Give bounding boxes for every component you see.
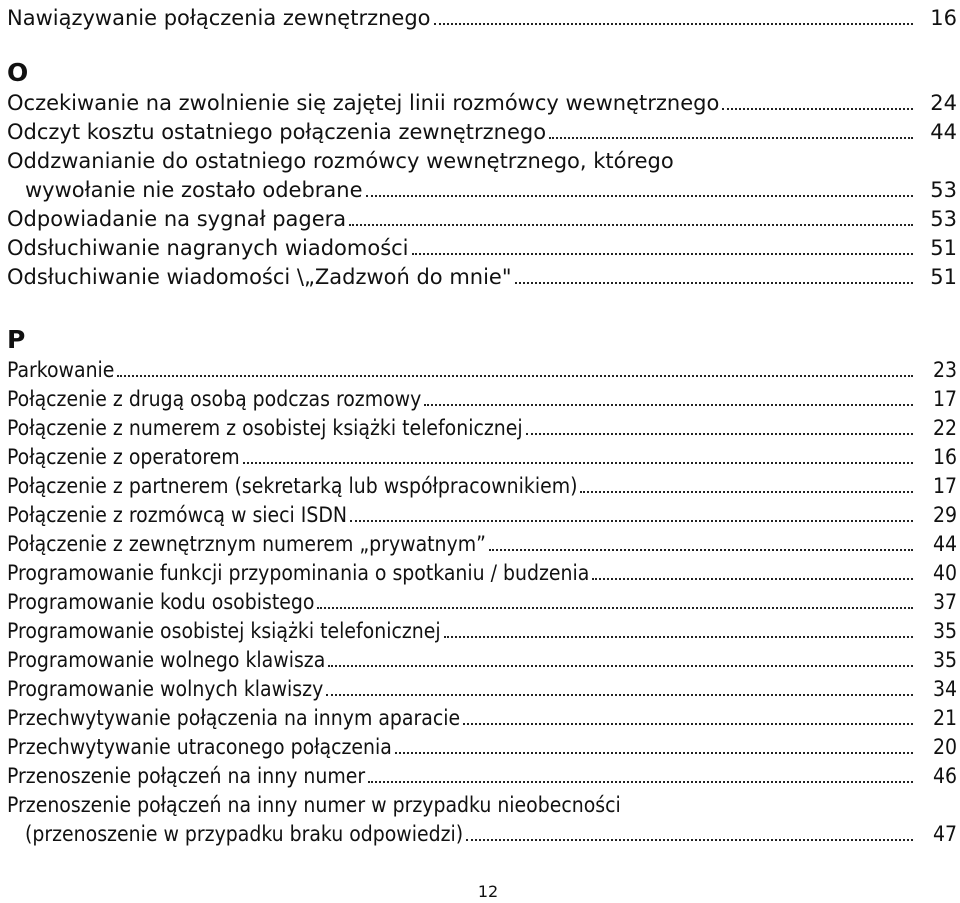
dot-leader bbox=[434, 23, 913, 25]
entry-text: Połączenie z drugą osobą podczas rozmowy bbox=[7, 387, 422, 411]
dot-leader bbox=[526, 433, 913, 435]
entry-text: Połączenie z numerem z osobistej książki telefonicznej bbox=[7, 416, 523, 440]
dot-leader bbox=[366, 195, 913, 197]
entry-text: Parkowanie bbox=[7, 358, 115, 382]
dot-leader bbox=[328, 665, 913, 667]
index-entry bbox=[7, 205, 957, 234]
entry-text: Odpowiadanie na sygnał pagera bbox=[7, 207, 347, 231]
entry-page-number: 53 bbox=[930, 207, 957, 231]
dot-leader bbox=[424, 404, 913, 406]
dot-leader bbox=[117, 375, 913, 377]
entry-text: Przechwytywanie utraconego połączenia bbox=[7, 735, 392, 759]
entry-page-number: 35 bbox=[932, 648, 957, 672]
index-entry bbox=[7, 617, 957, 646]
entry-page-number: 51 bbox=[930, 236, 957, 260]
dot-leader bbox=[350, 520, 913, 522]
entry-text: (przenoszenie w przypadku braku odpowiedzi) bbox=[25, 822, 464, 846]
index-entry bbox=[7, 820, 957, 849]
dot-leader bbox=[368, 781, 913, 783]
dot-leader bbox=[463, 723, 913, 725]
entry-text: Programowanie kodu osobistego bbox=[7, 590, 315, 614]
entry-text: Programowanie wolnych klawiszy bbox=[7, 677, 324, 701]
dot-leader bbox=[549, 137, 913, 139]
index-entry bbox=[7, 234, 957, 263]
section-p-entries bbox=[7, 356, 957, 849]
entry-page-number: 23 bbox=[932, 358, 957, 382]
entry-page-number: 44 bbox=[930, 120, 957, 144]
entry-text: Odsłuchiwanie wiadomości \„Zadzwoń do mnie" bbox=[7, 265, 512, 289]
entry-page-number: 17 bbox=[932, 474, 957, 498]
dot-leader bbox=[317, 607, 913, 609]
entry-text: Przenoszenie połączeń na inny numer bbox=[7, 764, 366, 788]
index-entry bbox=[7, 4, 957, 33]
entry-text: Programowanie funkcji przypominania o spotkaniu / budzenia bbox=[7, 561, 590, 585]
index-entry bbox=[7, 733, 957, 762]
entry-page-number: 46 bbox=[932, 764, 957, 788]
index-entry-first-line bbox=[7, 147, 957, 176]
index-entry bbox=[7, 176, 957, 205]
section-letter-p: P bbox=[7, 325, 26, 354]
entry-page-number: 16 bbox=[930, 6, 957, 30]
index-entry bbox=[7, 559, 957, 588]
entry-page-number: 16 bbox=[932, 445, 957, 469]
entry-page-number: 51 bbox=[930, 265, 957, 289]
entry-page-number: 17 bbox=[932, 387, 957, 411]
dot-leader bbox=[444, 636, 913, 638]
entry-page-number: 35 bbox=[932, 619, 957, 643]
dot-leader bbox=[489, 549, 913, 551]
entry-page-number: 21 bbox=[932, 706, 957, 730]
index-entry bbox=[7, 704, 957, 733]
entry-page-number: 22 bbox=[932, 416, 957, 440]
entry-page-number: 40 bbox=[932, 561, 957, 585]
index-entry bbox=[7, 356, 957, 385]
entry-text: wywołanie nie zostało odebrane bbox=[25, 178, 363, 202]
dot-leader bbox=[395, 752, 913, 754]
entry-page-number: 20 bbox=[932, 735, 957, 759]
entry-page-number: 24 bbox=[930, 91, 957, 115]
dot-leader bbox=[326, 694, 913, 696]
entry-text: Połączenie z zewnętrznym numerem „prywatnym” bbox=[7, 532, 486, 556]
index-entry bbox=[7, 89, 957, 118]
dot-leader bbox=[412, 253, 913, 255]
dot-leader bbox=[515, 282, 913, 284]
entry-text: Nawiązywanie połączenia zewnętrznego bbox=[7, 6, 431, 30]
index-entry bbox=[7, 646, 957, 675]
section-letter-o: O bbox=[7, 58, 29, 87]
index-entry bbox=[7, 675, 957, 704]
entry-page-number: 34 bbox=[932, 677, 957, 701]
entry-page-number: 53 bbox=[930, 178, 957, 202]
entry-text-line1: Przenoszenie połączeń na inny numer w przypadku nieobecności bbox=[7, 793, 621, 817]
entry-text: Programowanie wolnego klawisza bbox=[7, 648, 326, 672]
entry-text: Programowanie osobistej książki telefonicznej bbox=[7, 619, 441, 643]
index-entry-first-line bbox=[7, 791, 957, 820]
entry-text: Połączenie z operatorem bbox=[7, 445, 240, 469]
entry-page-number: 29 bbox=[932, 503, 957, 527]
entry-page-number: 44 bbox=[932, 532, 957, 556]
index-entry bbox=[7, 762, 957, 791]
entry-text: Połączenie z rozmówcą w sieci ISDN bbox=[7, 503, 348, 527]
dot-leader bbox=[466, 839, 913, 841]
index-entry bbox=[7, 263, 957, 292]
index-entry bbox=[7, 118, 957, 147]
dot-leader bbox=[722, 108, 913, 110]
entry-text: Odczyt kosztu ostatniego połączenia zewnętrznego bbox=[7, 120, 547, 144]
index-entry bbox=[7, 443, 957, 472]
index-entry bbox=[7, 501, 957, 530]
entry-page-number: 47 bbox=[932, 822, 957, 846]
dot-leader bbox=[592, 578, 913, 580]
index-entry bbox=[7, 385, 957, 414]
index-page bbox=[7, 4, 957, 849]
index-entry bbox=[7, 472, 957, 501]
entry-text: Odsłuchiwanie nagranych wiadomości bbox=[7, 236, 409, 260]
entry-text-line1: Oddzwanianie do ostatniego rozmówcy wewnętrznego, którego bbox=[7, 149, 674, 173]
footer-page-number: 12 bbox=[477, 882, 499, 901]
index-entry bbox=[7, 588, 957, 617]
index-entry bbox=[7, 414, 957, 443]
entry-page-number: 37 bbox=[932, 590, 957, 614]
entry-text: Połączenie z partnerem (sekretarką lub współpracownikiem) bbox=[7, 474, 578, 498]
dot-leader bbox=[349, 224, 913, 226]
entry-text: Oczekiwanie na zwolnienie się zajętej linii rozmówcy wewnętrznego bbox=[7, 91, 720, 115]
entry-text: Przechwytywanie połączenia na innym aparacie bbox=[7, 706, 461, 730]
index-entry bbox=[7, 530, 957, 559]
dot-leader bbox=[243, 462, 913, 464]
dot-leader bbox=[580, 491, 913, 493]
